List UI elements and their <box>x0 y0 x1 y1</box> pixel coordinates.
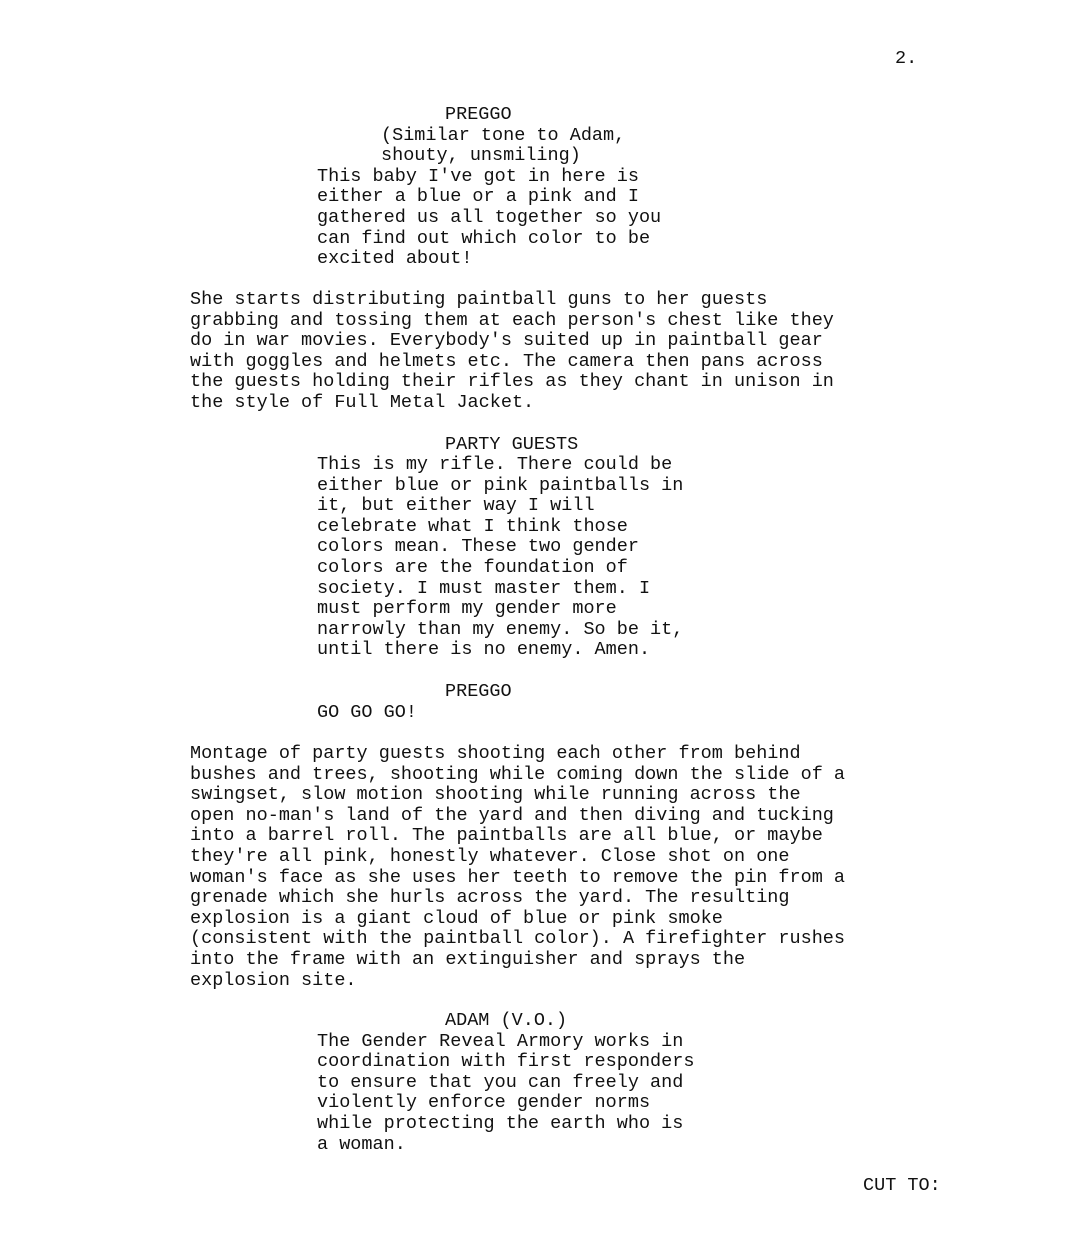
dialogue-adam-vo: The Gender Reveal Armory works in coordination with first responders to ensure that you can freely and violently enforce gender norms while protecting the earth who is a woman. <box>317 1030 695 1155</box>
character-name-adam-vo: ADAM (V.O.) <box>445 1010 568 1031</box>
transition-cut-to: CUT TO: <box>863 1175 941 1196</box>
character-name-preggo: PREGGO <box>445 104 512 125</box>
action-paintball-distribution: She starts distributing paintball guns to her guests grabbing and tossing them at each person's chest like they do in war movies. Everybody's suited up in paintball gear with goggles and helmets etc. The camera then pans across the guests holding their rifles as they chant in unison in the style of Full Metal Jacket. <box>190 289 834 413</box>
action-montage: Montage of party guests shooting each other from behind bushes and trees, shooting while coming down the slide of a swingset, slow motion shooting while running across the open no-man's land of the yard and then diving and tucking into a barrel roll. The paintballs are all blue, or maybe they're all pink, honestly whatever. Close shot on one woman's face as she uses her teeth to remove the pin from a grenade which she hurls across the yard. The resulting explosion is a giant cloud of blue or pink smoke (consistent with the paintball color). A firefighter rushes into the frame with an extinguisher and sprays the explosion site. <box>190 743 846 991</box>
page-number: 2. <box>895 48 918 69</box>
dialogue-preggo: This baby I've got in here is either a blue or a pink and I gathered us all together so you can find out which color to be excited about! <box>317 165 662 270</box>
character-name-preggo: PREGGO <box>445 681 512 702</box>
parenthetical: (Similar tone to Adam, shouty, unsmiling) <box>381 124 626 167</box>
dialogue-party-guests: This is my rifle. There could be either blue or pink paintballs in it, but either way I will celebrate what I think those colors mean. These two gender colors are the foundation of society. I must master them. I must perform my gender more narrowly than my enemy. So be it, until there is no enemy. Amen. <box>317 454 684 661</box>
dialogue-preggo-go: GO GO GO! <box>317 701 417 723</box>
character-name-party-guests: PARTY GUESTS <box>445 433 579 455</box>
